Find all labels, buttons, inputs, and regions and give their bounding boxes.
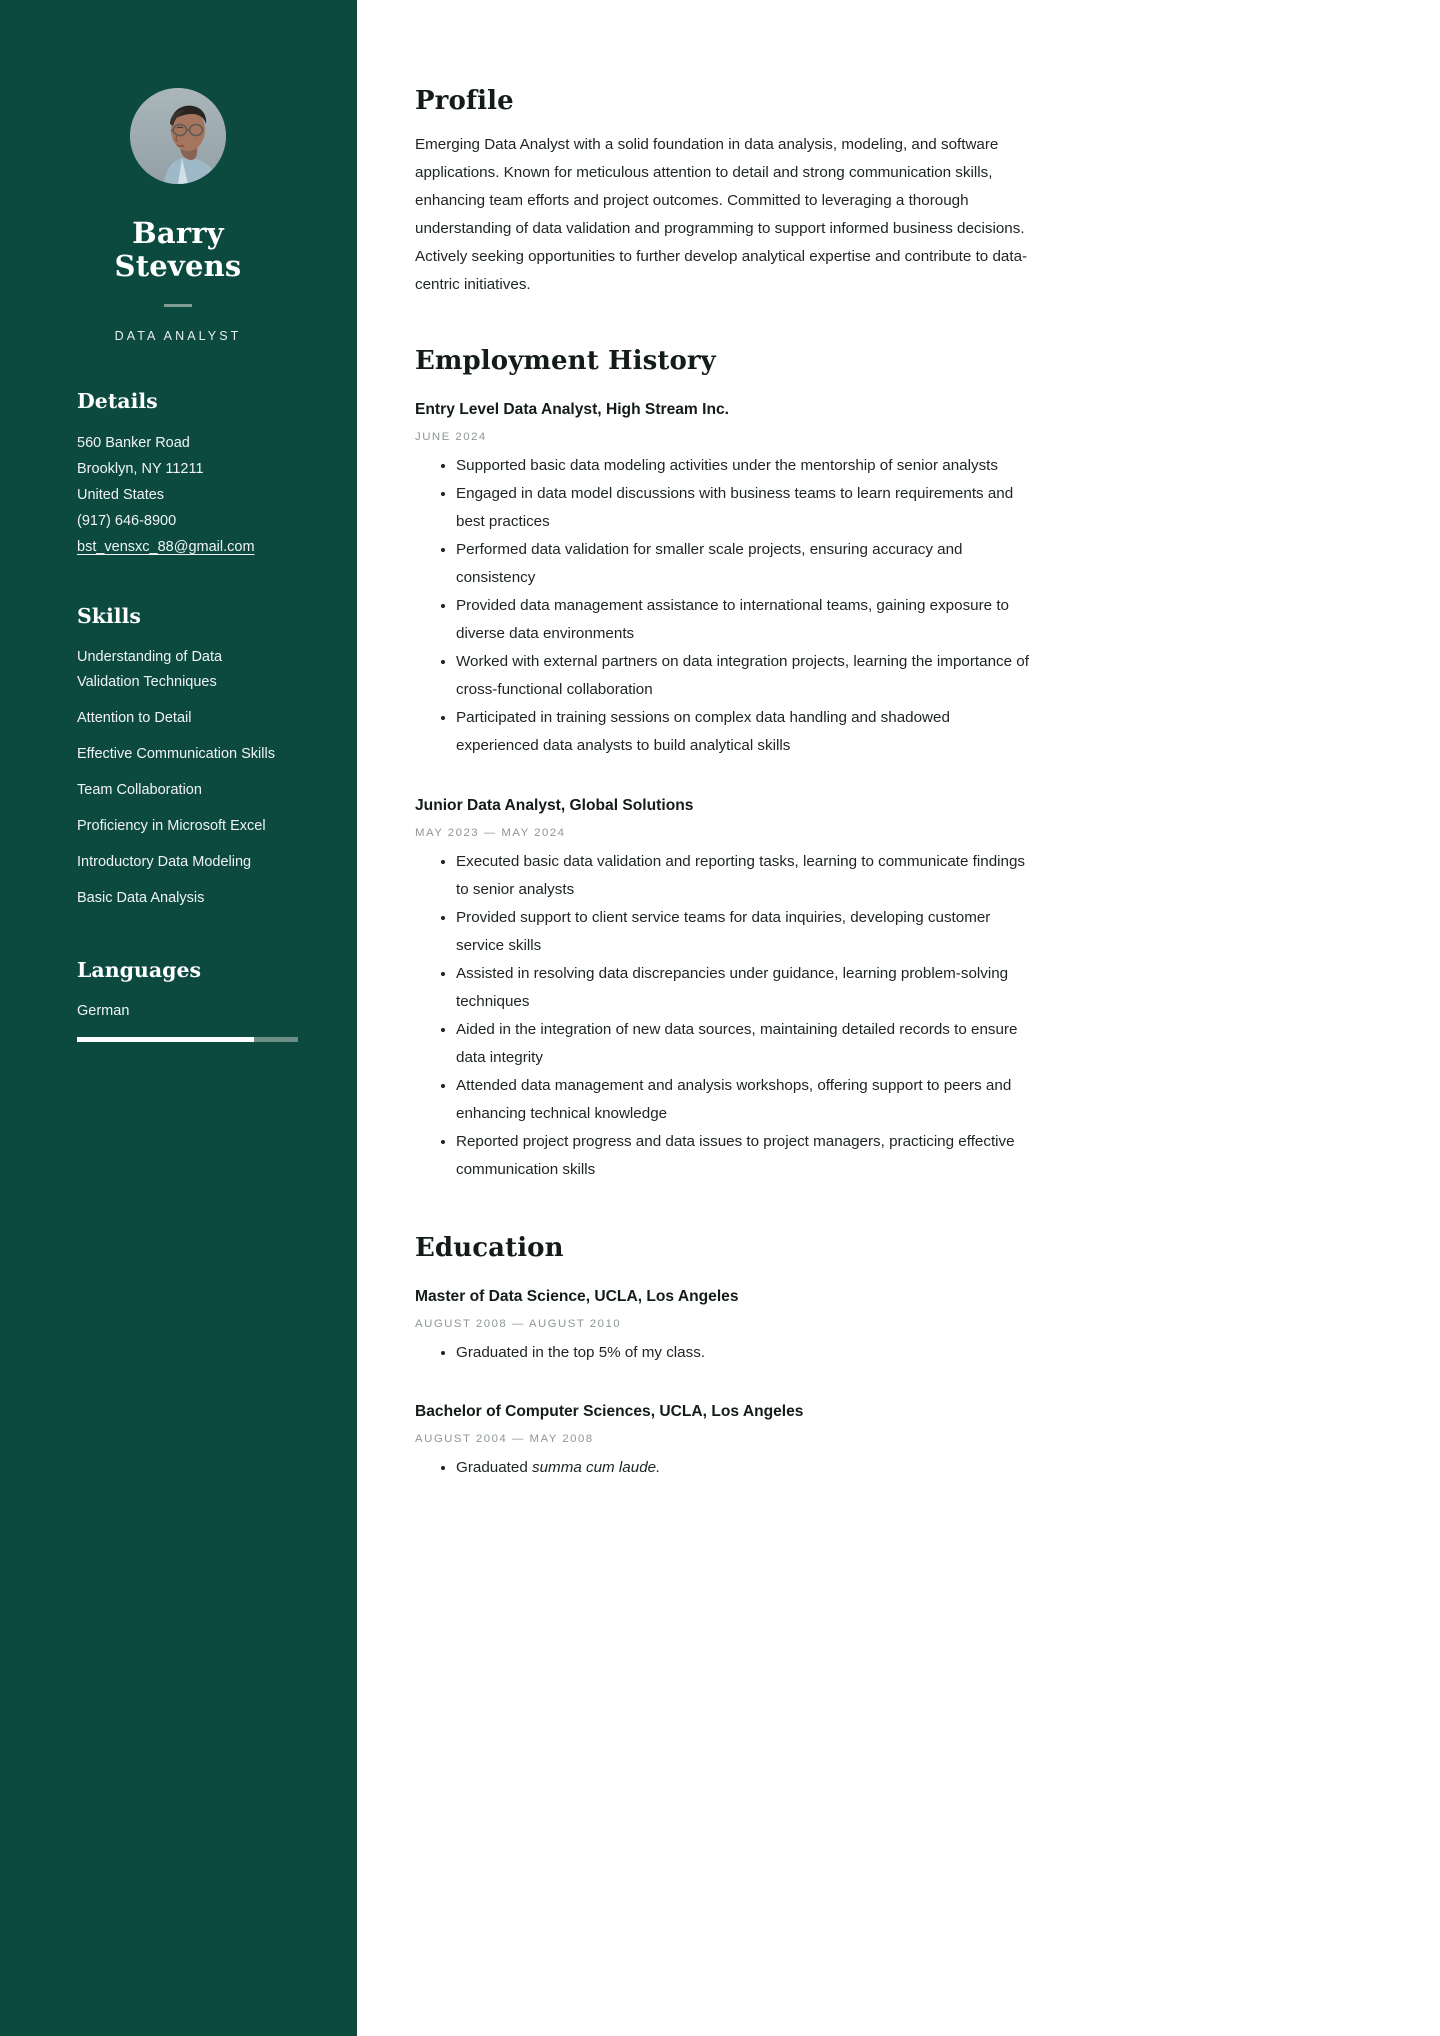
bullet-item: • Aided in the integration of new data sources, maintaining detailed records to ensure data integrity — [456, 1016, 1036, 1072]
email-link[interactable]: bst_vensxc_88@gmail.com — [77, 538, 255, 555]
education-date: AUGUST 2008 — AUGUST 2010 — [415, 1318, 622, 1330]
employment-entry — [415, 794, 1378, 1184]
country: United States — [77, 486, 165, 503]
skill-item: Attention to Detail — [77, 709, 192, 726]
bullet-item: • Participated in training sessions on complex data handling and shadowed experienced data analysts to build analytical skills — [456, 704, 1036, 760]
bullet-text: Graduated in the top 5% of my class. — [456, 1344, 706, 1361]
language-level-fill — [77, 1037, 254, 1042]
phone-number: (917) 646-8900 — [77, 512, 177, 529]
employment-title: Junior Data Analyst, Global Solutions — [415, 797, 694, 814]
education-entry — [415, 1400, 1378, 1482]
profile-text: Emerging Data Analyst with a solid foundation in data analysis, modeling, and software applications. Known for meticulous attention to detail and strong communication skills, enhancing team efforts and project outcomes. Committed to leveraging a thorough understanding of data validation and programming to support informed business decisions. Actively seeking opportunities to further develop analytical expertise and contribute to data-centric initiatives. — [415, 136, 1028, 293]
employment-section — [415, 346, 1378, 1184]
details-section — [77, 389, 279, 560]
languages-section — [77, 958, 279, 1042]
education-bullets — [415, 1454, 1378, 1482]
bullet-item: • Supported basic data modeling activities under the mentorship of senior analysts — [456, 452, 1036, 480]
details-heading: Details — [77, 388, 158, 413]
education-entry — [415, 1285, 1378, 1367]
education-date: AUGUST 2004 — MAY 2008 — [415, 1433, 594, 1445]
bullet-item: • Performed data validation for smaller scale projects, ensuring accuracy and consistency — [456, 536, 1036, 592]
language-level-bar — [77, 1037, 298, 1042]
language-name: German — [77, 1002, 130, 1019]
profile-section — [415, 86, 1378, 299]
bullet-item — [456, 1339, 1036, 1367]
bullet-item: • Provided data management assistance to international teams, gaining exposure to diverse data environments — [456, 592, 1036, 648]
education-heading: Education — [415, 1233, 564, 1263]
skills-heading: Skills — [77, 603, 141, 628]
education-bullets — [415, 1339, 1378, 1367]
education-title: Master of Data Science, UCLA, Los Angeles — [415, 1288, 739, 1305]
skills-section — [77, 604, 279, 911]
bullet-item — [456, 1454, 1036, 1482]
name-divider — [164, 304, 192, 307]
avatar-wrapper — [77, 88, 279, 184]
bullet-item: • Assisted in resolving data discrepancies under guidance, learning problem-solving techniques — [456, 960, 1036, 1016]
bullet-text: Graduated — [456, 1459, 532, 1476]
bullet-item: • Worked with external partners on data integration projects, learning the importance of cross-functional collaboration — [456, 648, 1036, 704]
employment-title: Entry Level Data Analyst, High Stream Inc. — [415, 401, 729, 418]
bullet-item: • Provided support to client service teams for data inquiries, developing customer service skills — [456, 904, 1036, 960]
education-title: Bachelor of Computer Sciences, UCLA, Los Angeles — [415, 1403, 804, 1420]
bullet-item: • Engaged in data model discussions with business teams to learn requirements and best practices — [456, 480, 1036, 536]
avatar — [130, 88, 226, 184]
skill-item: Understanding of Data Validation Techniques — [77, 648, 223, 690]
bullet-item: • Reported project progress and data issues to project managers, practicing effective communication skills — [456, 1128, 1036, 1184]
employment-entry — [415, 398, 1378, 760]
employment-heading: Employment History — [415, 346, 716, 376]
sidebar — [0, 0, 357, 2036]
bullet-text-italic: summa cum laude. — [532, 1459, 661, 1476]
employment-date: JUNE 2024 — [415, 431, 487, 443]
candidate-job-title: DATA ANALYST — [114, 328, 242, 343]
address-line-2: Brooklyn, NY 11211 — [77, 460, 204, 477]
education-section — [415, 1233, 1378, 1482]
employment-date: MAY 2023 — MAY 2024 — [415, 827, 566, 839]
languages-heading: Languages — [77, 957, 202, 982]
employment-bullets — [415, 452, 1378, 760]
bullet-item: • Attended data management and analysis workshops, offering support to peers and enhancing technical knowledge — [456, 1072, 1036, 1128]
address-line-1: 560 Banker Road — [77, 434, 190, 451]
profile-heading: Profile — [415, 86, 514, 116]
main-content — [357, 0, 1440, 2036]
candidate-name: Barry Stevens — [114, 216, 242, 284]
skill-item: Team Collaboration — [77, 781, 202, 798]
skill-item: Proficiency in Microsoft Excel — [77, 817, 266, 834]
employment-bullets — [415, 848, 1378, 1184]
skill-item: Basic Data Analysis — [77, 889, 205, 906]
skill-item: Introductory Data Modeling — [77, 853, 252, 870]
bullet-item: • Executed basic data validation and reporting tasks, learning to communicate findings to senior analysts — [456, 848, 1036, 904]
skill-item: Effective Communication Skills — [77, 745, 275, 762]
